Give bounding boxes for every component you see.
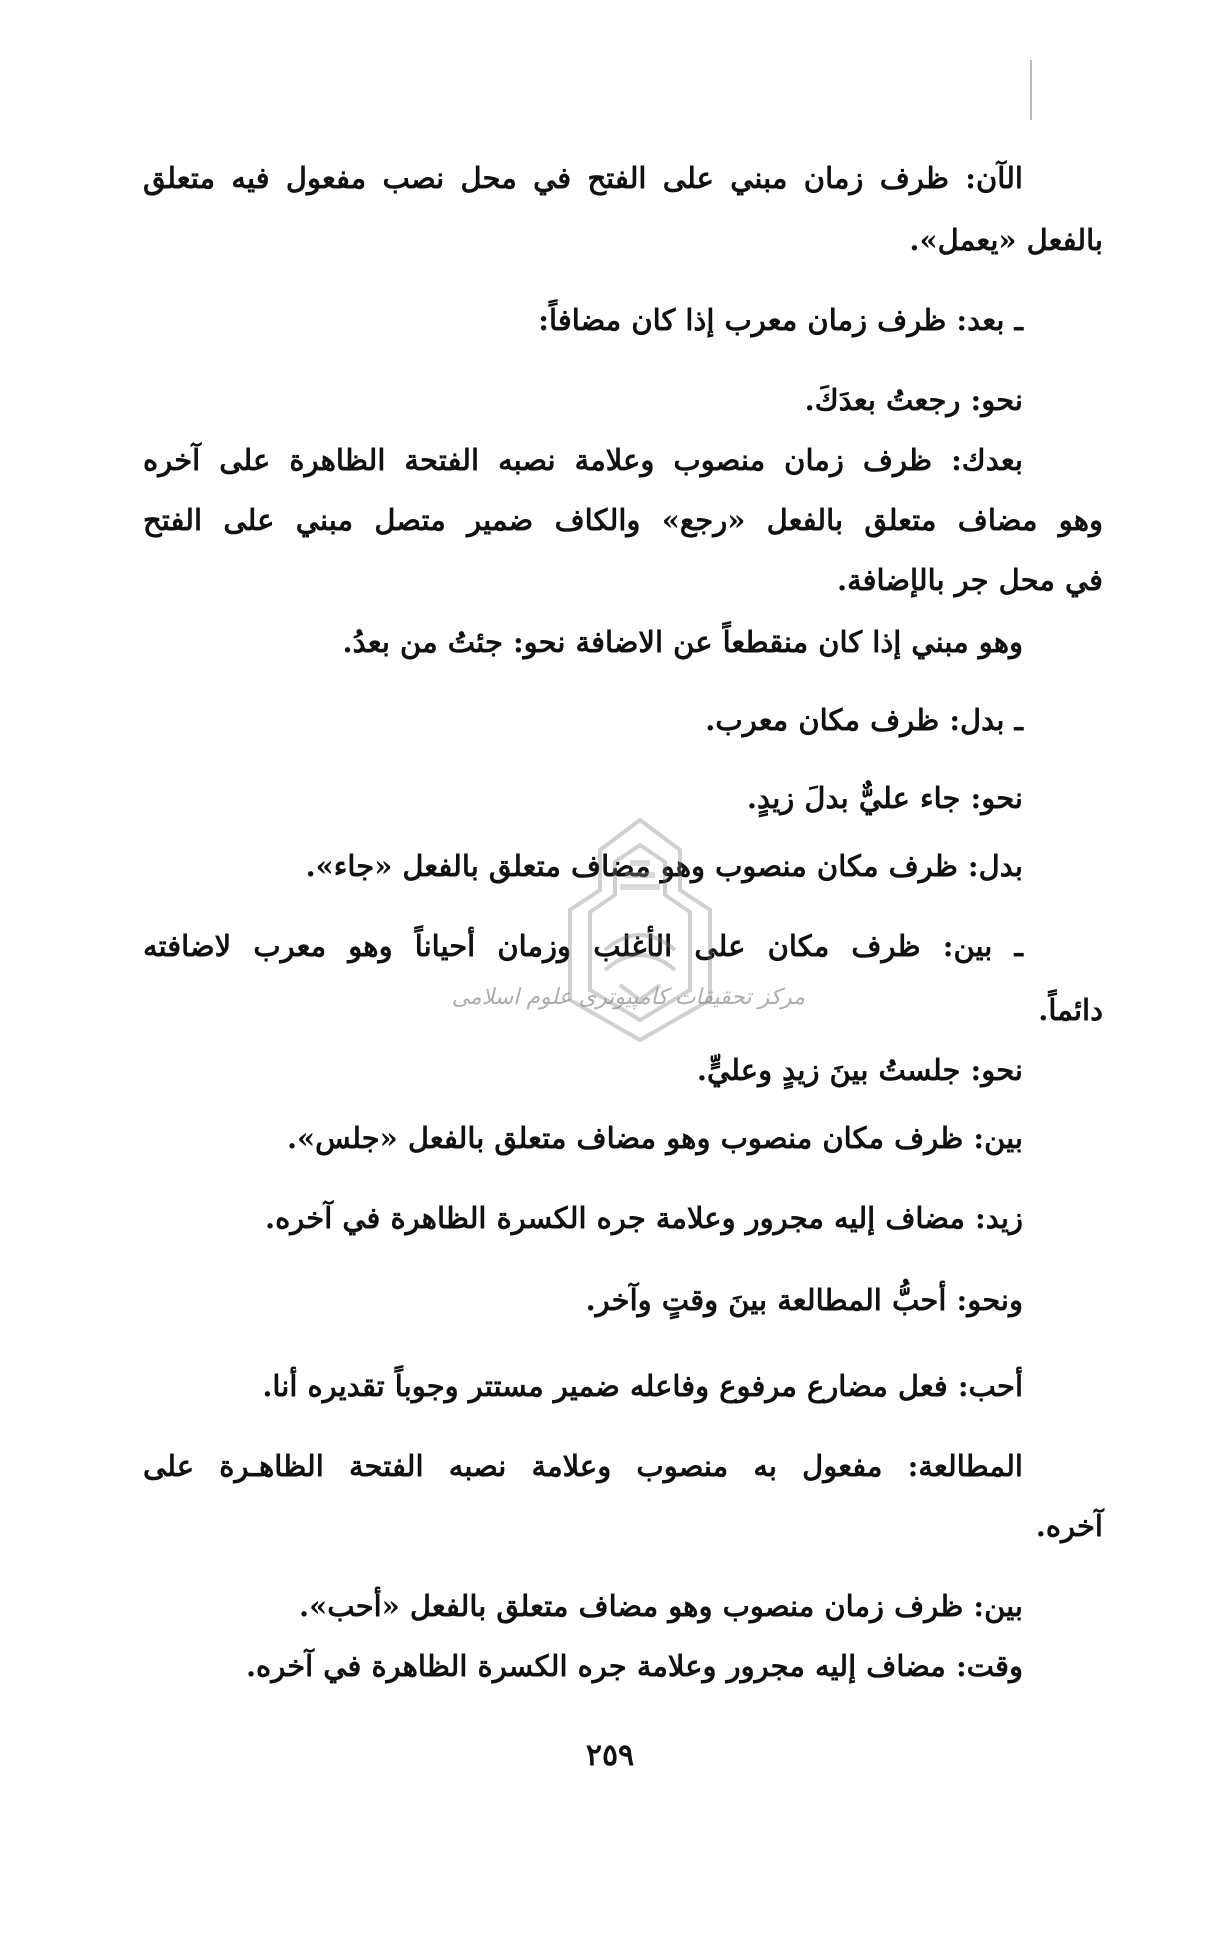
- text-line-11: بدل: ظرف مكان منصوب وهو مضاف متعلق بالفعل «جاء».: [305, 849, 1023, 883]
- text-line-6: وهو مضاف متعلق بالفعل «رجع» والكاف ضمير متصل مبني على الفتح: [143, 503, 1103, 537]
- text-line-10: نحو: جاء عليٌّ بدلَ زيدٍ.: [746, 781, 1023, 815]
- text-line-3: ـ بعد: ظرف زمان معرب إذا كان مضافاً:: [538, 303, 1023, 337]
- text-line-7: في محل جر بالإضافة.: [836, 563, 1103, 597]
- text-line-16: زيد: مضاف إليه مجرور وعلامة جره الكسرة الظاهرة في آخره.: [264, 1201, 1023, 1235]
- text-line-9: ـ بدل: ظرف مكان معرب.: [705, 703, 1023, 737]
- text-line-22: وقت: مضاف إليه مجرور وعلامة جره الكسرة الظاهرة في آخره.: [245, 1649, 1023, 1683]
- text-line-14: نحو: جلستُ بينَ زيدٍ وعليٍّ.: [696, 1053, 1023, 1087]
- text-line-2: بالفعل «يعمل».: [909, 223, 1103, 257]
- text-line-5: بعدك: ظرف زمان منصوب وعلامة نصبه الفتحة الظاهرة على آخره: [143, 443, 1023, 477]
- institute-seal-icon: [480, 800, 800, 1100]
- scan-artifact: [1030, 60, 1032, 120]
- text-line-15: بين: ظرف مكان منصوب وهو مضاف متعلق بالفعل «جلس».: [286, 1121, 1023, 1155]
- text-line-4: نحو: رجعتُ بعدَكَ.: [804, 383, 1023, 417]
- text-line-13: دائماً.: [1038, 993, 1103, 1027]
- text-line-21: بين: ظرف زمان منصوب وهو مضاف متعلق بالفعل «أحب».: [299, 1589, 1023, 1623]
- text-line-8: وهو مبني إذا كان منقطعاً عن الاضافة نحو: جئتُ من بعدُ.: [342, 625, 1023, 659]
- text-line-17: ونحو: أحبُّ المطالعة بينَ وقتٍ وآخر.: [585, 1283, 1023, 1317]
- text-line-1: الآن: ظرف زمان مبني على الفتح في محل نصب مفعول فيه متعلق: [143, 161, 1023, 195]
- watermark-text: مرکز تحقیقات کامپیوتری علوم اسلامی: [451, 985, 805, 1010]
- page-number: ٢٥٩: [585, 1738, 635, 1773]
- text-line-20: آخره.: [1035, 1509, 1103, 1543]
- text-line-19: المطالعة: مفعول به منصوب وعلامة نصبه الفتحة الظاهـرة على: [143, 1449, 1023, 1483]
- text-line-12: ـ بين: ظرف مكان على الأغلب وزمان أحياناً وهو معرب لاضافته: [143, 929, 1023, 963]
- text-line-18: أحب: فعل مضارع مرفوع وفاعله ضمير مستتر وجوباً تقديره أنا.: [262, 1369, 1023, 1403]
